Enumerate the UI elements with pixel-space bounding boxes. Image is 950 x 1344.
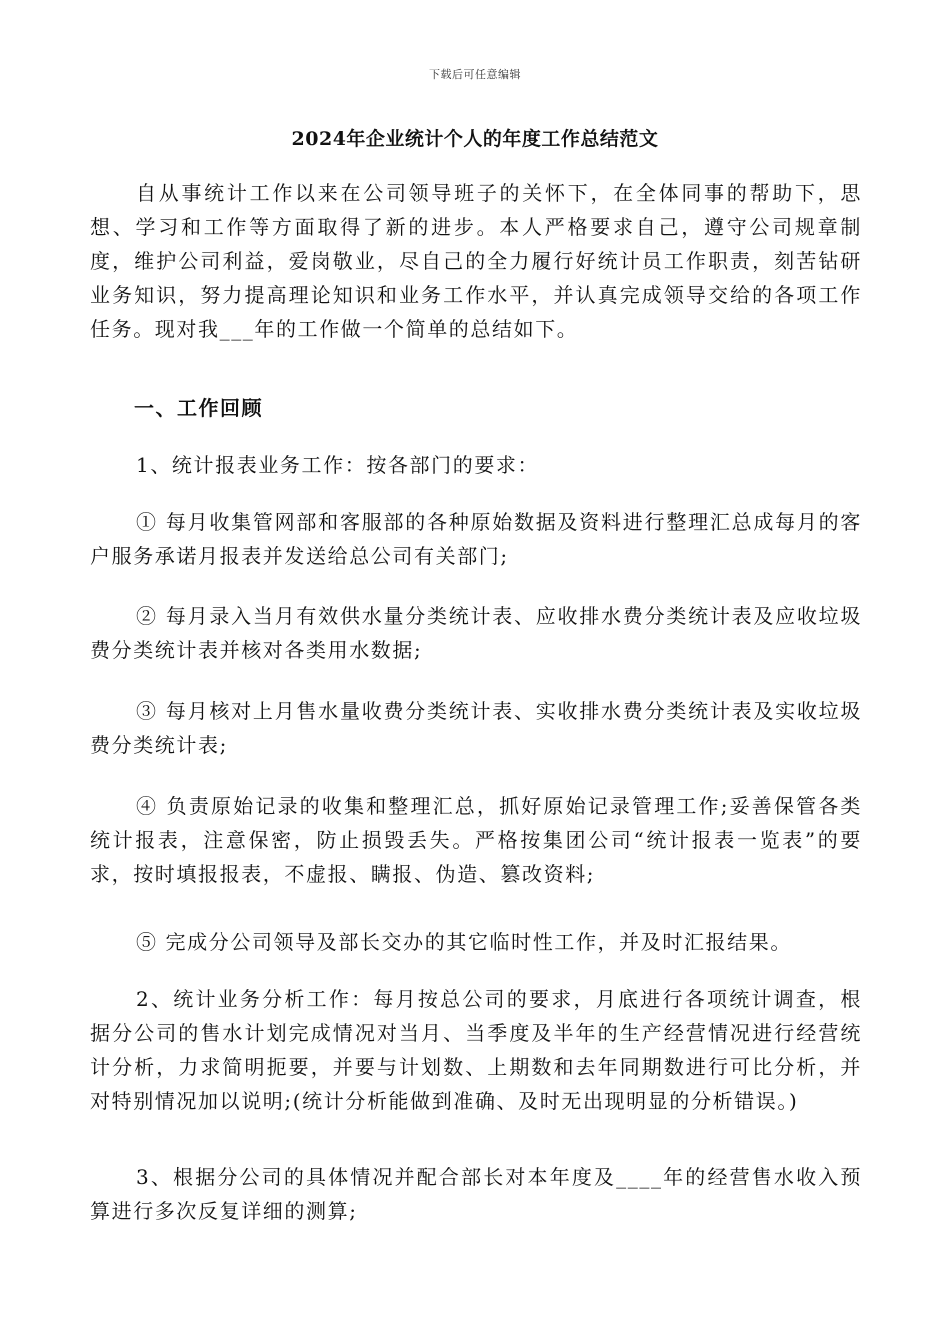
section-heading-work-review: 一、工作回顾 bbox=[134, 396, 263, 420]
item-2-paragraph: 2、统计业务分析工作：每月按总公司的要求，月底进行各项统计调查，根据分公司的售水计划完成情况对当月、当季度及半年的生产经营情况进行经营统计分析，力求简明扼要，并要与计划数、上期数和去年同期数进行可比分析，并对特别情况加以说明;(统计分析能做到准确、及时无出现明显的分析错误。) bbox=[90, 987, 862, 1113]
intro-paragraph: 自从事统计工作以来在公司领导班子的关怀下，在全体同事的帮助下，思想、学习和工作等方面取得了新的进步。本人严格要求自己，遵守公司规章制度，维护公司利益，爱岗敬业，尽自己的全力履行好统计员工作职责，刻苦钻研业务知识，努力提高理论知识和业务工作水平，并认真完成领导交给的各项工作任务。现对我___年的工作做一个简单的总结如下。 bbox=[90, 181, 862, 341]
sub-item-2-paragraph: ② 每月录入当月有效供水量分类统计表、应收排水费分类统计表及应收垃圾费分类统计表并核对各类用水数据; bbox=[90, 604, 862, 662]
sub-item-5-paragraph: ⑤ 完成分公司领导及部长交办的其它临时性工作，并及时汇报结果。 bbox=[136, 930, 792, 954]
sub-item-1-paragraph: ① 每月收集管网部和客服部的各种原始数据及资料进行整理汇总成每月的客户服务承诺月报表并发送给总公司有关部门; bbox=[90, 510, 862, 568]
sub-item-4-paragraph: ④ 负责原始记录的收集和整理汇总，抓好原始记录管理工作;妥善保管各类统计报表，注意保密，防止损毁丢失。严格按集团公司“统计报表一览表”的要求，按时填报报表，不虚报、瞒报、伪造、篡改资料; bbox=[90, 794, 862, 886]
item-1-paragraph: 1、统计报表业务工作：按各部门的要求： bbox=[136, 453, 540, 477]
document-title: 2024年企业统计个人的年度工作总结范文 bbox=[291, 128, 659, 150]
item-3-paragraph: 3、根据分公司的具体情况并配合部长对本年度及____年的经营售水收入预算进行多次反复详细的测算; bbox=[90, 1165, 862, 1223]
sub-item-3-paragraph: ③ 每月核对上月售水量收费分类统计表、实收排水费分类统计表及实收垃圾费分类统计表; bbox=[90, 699, 862, 757]
header-note: 下载后可任意编辑 bbox=[429, 68, 521, 81]
